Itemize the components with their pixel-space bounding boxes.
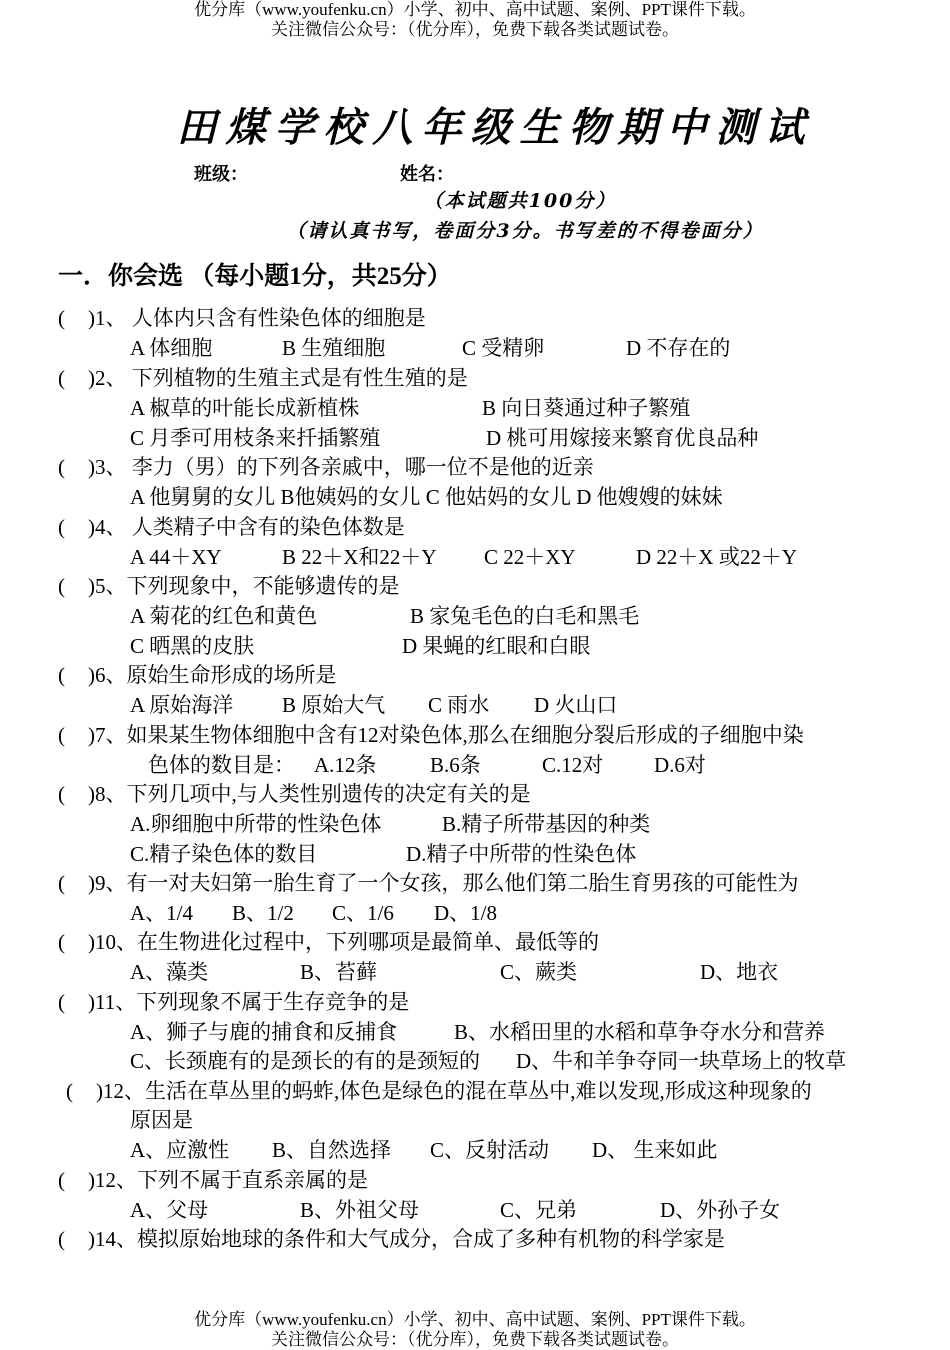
page-title: 田煤学校八年级生物期中测试 [176,104,814,151]
option-c: C.精子染色体的数目 [130,842,318,866]
option-b: B、自然选择 [272,1138,392,1162]
question-6 [58,661,337,689]
option-a: A、父母 [130,1198,209,1222]
option-d: D.精子中所带的性染色体 [406,842,637,866]
answer-paren[interactable]: ( [58,871,65,895]
option-c: C 雨水 [428,693,490,717]
option-d: D 22＋X 或22＋Y [636,545,797,569]
question-text: )11、下列现象不属于生存竞争的是 [88,990,410,1014]
option-b: B 家兔毛色的白毛和黑毛 [410,604,640,628]
option-a: A.12条 [314,753,377,777]
question-1 [58,304,426,332]
question-text: )2、 下列植物的生殖主式是有性生殖的是 [88,366,468,390]
question-text: )4、 人类精子中含有的染色体数是 [88,515,405,539]
writing-note: （请认真书写，卷面分3分。书写差的不得卷面分） [286,220,764,242]
option-d: D、外孙子女 [660,1198,781,1222]
question-text: )12、下列不属于直系亲属的是 [88,1168,368,1192]
option-a: A 椒草的叶能长成新植株 [130,396,360,420]
answer-paren[interactable]: ( [58,930,65,954]
option-a: A 体细胞 [130,336,213,360]
class-label: 班级： [194,164,248,185]
option-d: D 不存在的 [626,336,731,360]
question-text: )1、 人体内只含有性染色体的细胞是 [88,306,426,330]
option-b: B.精子所带基因的种类 [442,812,651,836]
question-2 [58,364,468,392]
option-b: B 原始大气 [282,693,386,717]
question-5 [58,572,400,600]
answer-paren[interactable]: ( [58,455,65,479]
question-12 [66,1077,812,1105]
option-a: A、应激性 [130,1138,230,1162]
option-c: C、兄弟 [500,1198,578,1222]
question-text: )6、原始生命形成的场所是 [88,663,337,687]
options-line: A 他舅舅的女儿 B他姨妈的女儿 C 他姑妈的女儿 D 他嫂嫂的妹妹 [130,485,723,509]
option-b: B、外祖父母 [300,1198,420,1222]
option-b: B 向日葵通过种子繁殖 [482,396,691,420]
question-text: )8、下列几项中,与人类性别遗传的决定有关的是 [88,782,531,806]
option-a: A.卵细胞中所带的性染色体 [130,812,382,836]
option-c: C 晒黑的皮肤 [130,634,255,658]
option-a: A、藻类 [130,960,209,984]
answer-paren[interactable]: ( [66,1079,73,1103]
option-c: C.12对 [542,753,604,777]
option-d: D 火山口 [534,693,618,717]
option-c: C 受精卵 [462,336,545,360]
question-text: )7、如果某生物体细胞中含有12对染色体,那么在细胞分裂后形成的子细胞中染 [88,723,804,747]
answer-paren[interactable]: ( [58,306,65,330]
question-7 [58,721,804,749]
answer-paren[interactable]: ( [58,663,65,687]
option-c: C 22＋XY [484,545,576,569]
answer-paren[interactable]: ( [58,366,65,390]
option-a: A、1/4 [130,901,193,925]
question-text: )5、下列现象中，不能够遗传的是 [88,574,400,598]
question-10 [58,928,599,956]
option-b: B、水稻田里的水稻和草争夺水分和营养 [454,1020,826,1044]
option-d: D 桃可用嫁接来繁育优良品种 [486,426,759,450]
option-b: B.6条 [430,753,481,777]
answer-paren[interactable]: ( [58,990,65,1014]
question-3 [58,453,594,481]
question-text-continued: 色体的数目是： [148,753,295,777]
option-d: D、地衣 [700,960,779,984]
section-heading: 一．你会选 （每小题1分，共25分） [58,263,452,290]
question-text-continued: 原因是 [130,1108,193,1132]
question-text: )3、 李力（男）的下列各亲戚中，哪一位不是他的近亲 [88,455,594,479]
answer-paren[interactable]: ( [58,782,65,806]
header-line-2: 关注微信公众号：（优分库），免费下载各类试题试卷。 [271,20,679,39]
option-d: D、1/8 [434,901,497,925]
option-a: A 菊花的红色和黄色 [130,604,318,628]
option-c: C、蕨类 [500,960,578,984]
answer-paren[interactable]: ( [58,515,65,539]
footer-line-1: 优分库（www.youfenku.cn）小学、初中、高中试题、案例、PPT课件下载。 [194,1310,756,1329]
footer-line-2: 关注微信公众号：（优分库），免费下载各类试题试卷。 [271,1330,679,1349]
option-d: D.6对 [654,753,706,777]
option-a: A 原始海洋 [130,693,234,717]
question-text: )10、在生物进化过程中，下列哪项是最简单、最低等的 [88,930,599,954]
name-label: 姓名： [400,164,454,185]
header-line-1: 优分库（www.youfenku.cn）小学、初中、高中试题、案例、PPT课件下载。 [194,0,756,19]
option-c: C、1/6 [332,901,394,925]
answer-paren[interactable]: ( [58,574,65,598]
question-4 [58,513,405,541]
option-d: D、牛和羊争夺同一块草场上的牧草 [516,1049,847,1073]
score-note: （本试题共100分） [423,190,617,212]
option-b: B 22＋X和22＋Y [282,545,437,569]
option-a: A、狮子与鹿的捕食和反捕食 [130,1020,398,1044]
question-text: )14、模拟原始地球的条件和大气成分，合成了多种有机物的科学家是 [88,1227,725,1251]
answer-paren[interactable]: ( [58,723,65,747]
option-c: C 月季可用枝条来扦插繁殖 [130,426,381,450]
question-text: )9、有一对夫妇第一胎生育了一个女孩，那么他们第二胎生育男孩的可能性为 [88,871,799,895]
option-d: D、 生来如此 [592,1138,718,1162]
option-a: A 44＋XY [130,545,222,569]
option-b: B、苔藓 [300,960,378,984]
option-d: D 果蝇的红眼和白眼 [402,634,591,658]
option-c: C、反射活动 [430,1138,550,1162]
question-13 [58,1166,368,1194]
question-8 [58,780,531,808]
option-b: B 生殖细胞 [282,336,386,360]
option-c: C、长颈鹿有的是颈长的有的是颈短的 [130,1049,481,1073]
option-b: B、1/2 [232,901,294,925]
question-14 [58,1225,725,1253]
question-11 [58,988,409,1016]
answer-paren[interactable]: ( [58,1227,65,1251]
question-9 [58,869,799,897]
question-text: )12、生活在草丛里的蚂蚱,体色是绿色的混在草丛中,难以发现,形成这种现象的 [96,1079,812,1103]
answer-paren[interactable]: ( [58,1168,65,1192]
